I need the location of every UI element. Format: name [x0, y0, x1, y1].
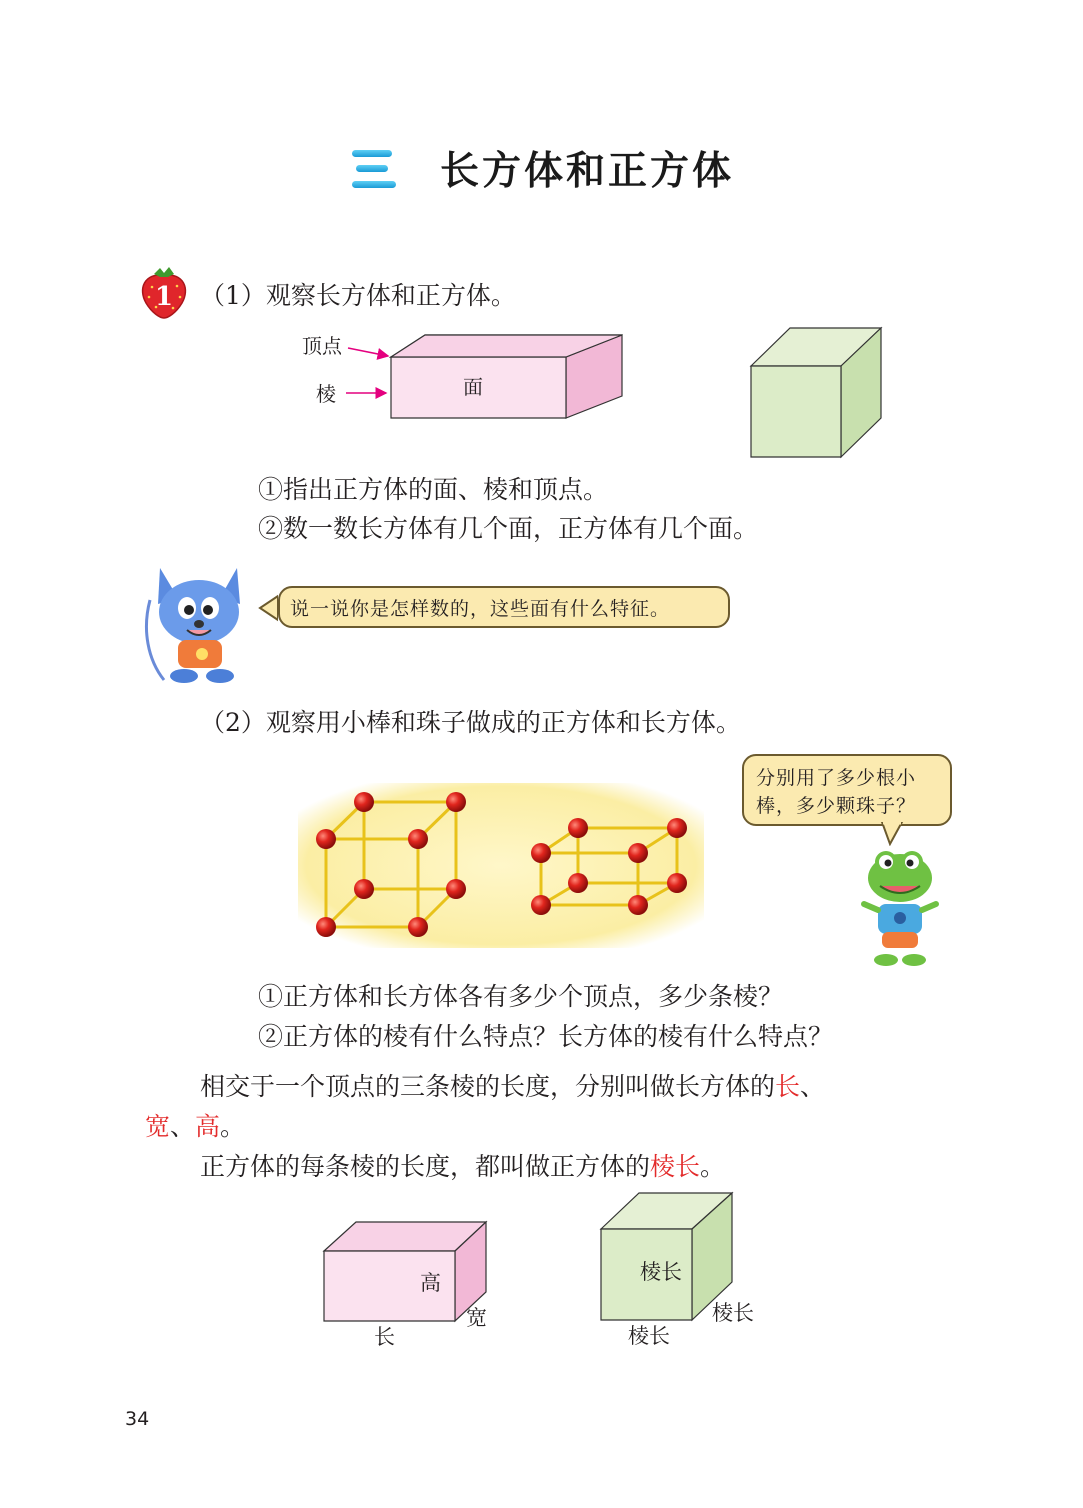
length-label: 长: [374, 1325, 395, 1349]
cube-edge-label-side: 棱长: [712, 1301, 754, 1325]
definition-1-line-1: [200, 1074, 825, 1099]
chapter-title: 长方体和正方体: [440, 149, 735, 194]
part1-heading: （1）观察长方体和正方体。: [200, 281, 516, 310]
term-length: 长: [775, 1072, 801, 1101]
example-number: 1: [154, 282, 174, 312]
term-edge-length: 棱长: [650, 1152, 701, 1181]
definition-1-text: 相交于一个顶点的三条棱的长度，分别叫做长方体的: [200, 1072, 776, 1101]
stick-bead-models: [298, 783, 704, 948]
frog-bubble-line-2: 棒，多少颗珠子？: [756, 795, 917, 817]
vertex-label: 顶点: [302, 334, 342, 358]
cuboid-dimensions-figure: [320, 1218, 490, 1326]
part2-heading: （2）观察用小棒和珠子做成的正方体和长方体。: [200, 708, 741, 737]
definition-2: [200, 1154, 725, 1179]
term-width: 宽: [145, 1112, 171, 1141]
end-mark: 。: [220, 1112, 246, 1141]
strawberry-badge-icon: [140, 265, 188, 319]
mouse-bubble-pointer: [258, 594, 278, 622]
edge-label: 棱: [316, 382, 336, 406]
frog-mascot-icon: [860, 848, 940, 970]
term-height: 高: [195, 1112, 221, 1141]
definition-1-line-2: [145, 1114, 245, 1139]
face-label: 面: [463, 375, 483, 399]
frog-speech-bubble: [742, 754, 952, 826]
cube-figure: [748, 325, 886, 461]
part2-question-2: ②正方体的棱有什么特点？长方体的棱有什么特点？: [258, 1022, 834, 1051]
width-label: 宽: [466, 1306, 487, 1330]
cube-edge-label-bottom: 棱长: [628, 1324, 670, 1348]
cube-edge-label-front: 棱长: [640, 1260, 682, 1284]
height-label: 高: [420, 1271, 441, 1295]
page-number: 34: [125, 1408, 150, 1430]
frog-bubble-pointer: [880, 822, 904, 846]
chapter-numeral-icon: [352, 148, 396, 190]
separator-2: 、: [170, 1112, 196, 1141]
part1-question-2: ②数一数长方体有几个面，正方体有几个面。: [258, 514, 759, 543]
part1-question-1: ①指出正方体的面、棱和顶点。: [258, 475, 609, 504]
part2-question-1: ①正方体和长方体各有多少个顶点，多少条棱？: [258, 982, 784, 1011]
mouse-speech-bubble: 说一说你是怎样数的，这些面有什么特征。: [278, 586, 730, 628]
separator-1: 、: [800, 1072, 826, 1101]
frog-bubble-line-1: 分别用了多少根小: [756, 767, 917, 789]
cuboid-figure: [340, 330, 630, 425]
definition-2-text: 正方体的每条棱的长度，都叫做正方体的: [200, 1152, 651, 1181]
definition-2-end: 。: [700, 1152, 726, 1181]
mouse-mascot-icon: [142, 560, 252, 685]
